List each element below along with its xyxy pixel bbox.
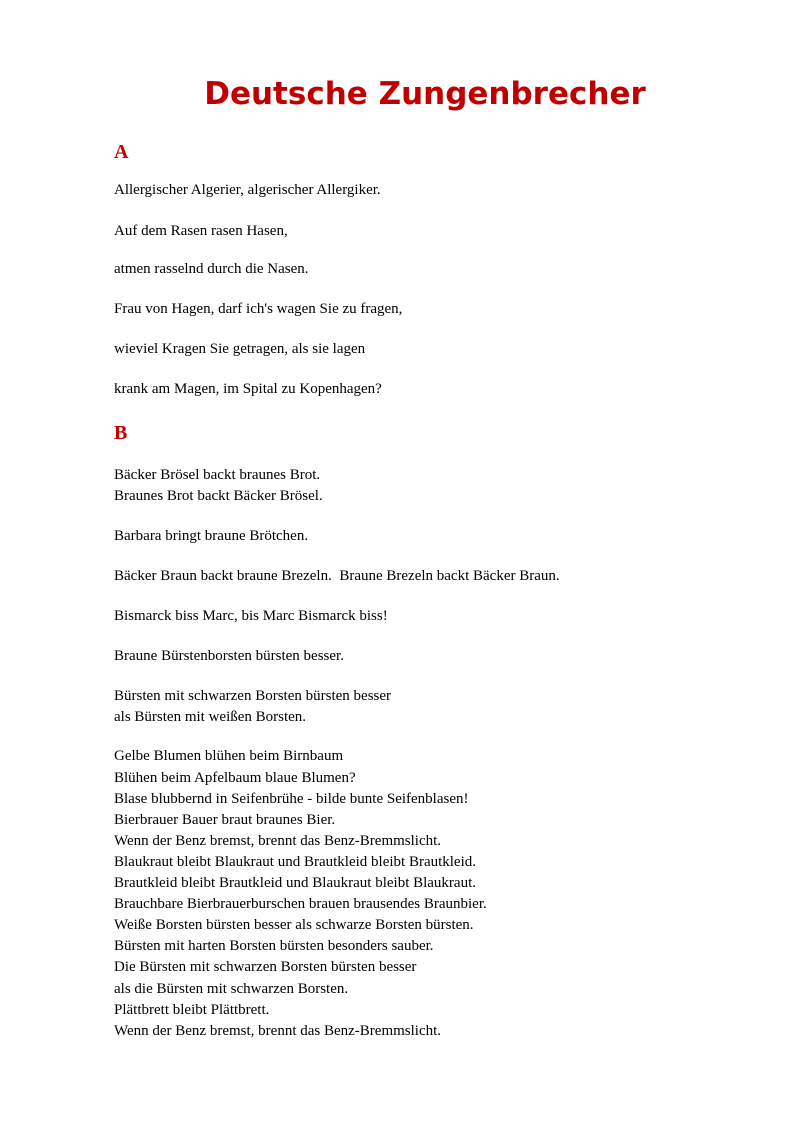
text-line: Bismarck biss Marc, bis Marc Bismarck biss! (114, 608, 388, 624)
text-line: Die Bürsten mit schwarzen Borsten bürsten besser (114, 959, 417, 975)
text-line: krank am Magen, im Spital zu Kopenhagen? (114, 381, 382, 397)
text-line: Bäcker Brösel backt braunes Brot. (114, 467, 321, 483)
text-line: Wenn der Benz bremst, brennt das Benz-Bremmslicht. (114, 833, 442, 849)
text-line: Bürsten mit schwarzen Borsten bürsten besser (114, 688, 392, 704)
page-title: Deutsche Zungenbrecher (204, 76, 646, 112)
text-line: Bierbrauer Bauer braut braunes Bier. (114, 812, 336, 828)
text-line: Bürsten mit harten Borsten bürsten besonders sauber. (114, 938, 434, 954)
text-line: Allergischer Algerier, algerischer Allergiker. (114, 182, 381, 198)
text-line: Blühen beim Apfelbaum blaue Blumen? (114, 770, 356, 786)
text-line: Plättbrett bleibt Plättbrett. (114, 1002, 270, 1018)
text-line: wieviel Kragen Sie getragen, als sie lagen (114, 341, 366, 357)
text-line: atmen rasselnd durch die Nasen. (114, 261, 309, 277)
text-line: Bäcker Braun backt braune Brezeln. Braune Brezeln backt Bäcker Braun. (114, 568, 560, 584)
text-line: Braune Bürstenborsten bürsten besser. (114, 648, 344, 664)
text-line: Weiße Borsten bürsten besser als schwarze Borsten bürsten. (114, 917, 474, 933)
text-line: Blaukraut bleibt Blaukraut und Brautkleid bleibt Brautkleid. (114, 854, 477, 870)
text-line: Brautkleid bleibt Brautkleid und Blaukraut bleibt Blaukraut. (114, 875, 477, 891)
text-line: Barbara bringt braune Brötchen. (114, 528, 309, 544)
text-line: Gelbe Blumen blühen beim Birnbaum (114, 748, 344, 764)
text-line: als Bürsten mit weißen Borsten. (114, 709, 307, 725)
text-line: Frau von Hagen, darf ich's wagen Sie zu fragen, (114, 301, 403, 317)
text-line: Blase blubbernd in Seifenbrühe - bilde bunte Seifenblasen! (114, 791, 469, 807)
text-line: Brauchbare Bierbrauerburschen brauen brausendes Braunbier. (114, 896, 487, 912)
section-heading-a: A (114, 141, 129, 163)
text-line: Wenn der Benz bremst, brennt das Benz-Bremmslicht. (114, 1023, 442, 1039)
section-heading-b: B (114, 422, 128, 444)
text-line: als die Bürsten mit schwarzen Borsten. (114, 981, 349, 997)
text-line: Braunes Brot backt Bäcker Brösel. (114, 488, 323, 504)
text-line: Auf dem Rasen rasen Hasen, (114, 223, 288, 239)
